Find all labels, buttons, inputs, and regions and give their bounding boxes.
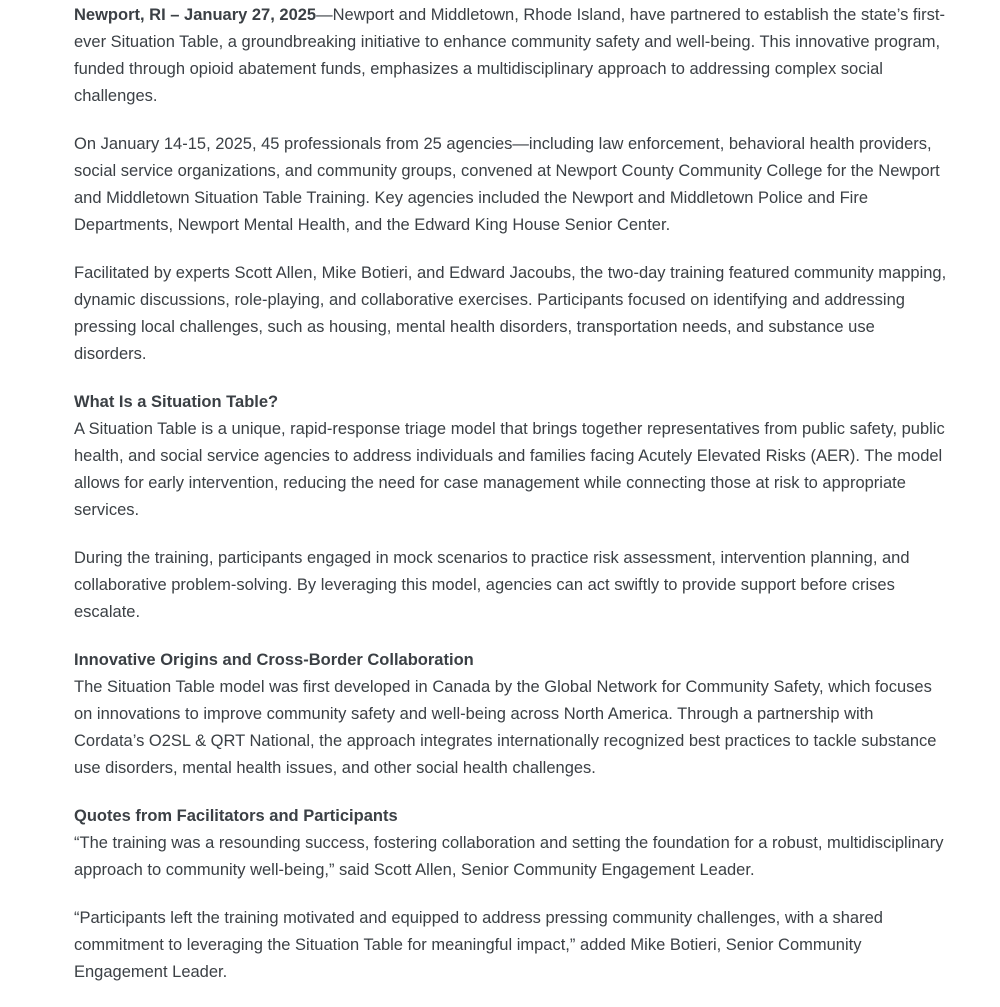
dateline: Newport, RI – January 27, 2025 [74, 6, 317, 24]
paragraph-situation-table-definition: A Situation Table is a unique, rapid-response triage model that brings together representatives from public safety, public health, and social service agencies to address individuals and families facing Acutely Elevated Risks (AER). The model allows for early intervention, reducing the need for case management while connecting those at risk to appropriate services. [74, 420, 945, 519]
paragraph-origins: The Situation Table model was first developed in Canada by the Global Network for Community Safety, which focuses on innovations to improve community safety and well-being across North America. Through a partnership with Cordata’s O2SL & QRT National, the approach integrates internationally recognized best practices to tackle substance use disorders, mental health issues, and other social health challenges. [74, 678, 937, 777]
paragraph-facilitators: Facilitated by experts Scott Allen, Mike Botieri, and Edward Jacoubs, the two-day training featured community mapping, dynamic discussions, role-playing, and collaborative exercises. Participants focused on identifying and addressing pressing local challenges, such as housing, mental health disorders, transportation needs, and substance use disorders. [74, 264, 947, 363]
section-what-is-a-situation-table [74, 389, 948, 524]
press-release-document [74, 2, 948, 1007]
section-quotes [74, 803, 948, 884]
section-heading-quotes: Quotes from Facilitators and Participants [74, 807, 398, 825]
quote-mike-botieri: “Participants left the training motivated and equipped to address pressing community challenges, with a shared commitment to leveraging the Situation Table for meaningful impact,” added Mike Botieri, Senior Community Engagement Leader. [74, 909, 883, 981]
paragraph-mock-scenarios: During the training, participants engaged in mock scenarios to practice risk assessment, intervention planning, and collaborative problem-solving. By leveraging this model, agencies can act swiftly to provide support before crises escalate. [74, 549, 910, 621]
paragraph-training-overview: On January 14-15, 2025, 45 professionals from 25 agencies—including law enforcement, behavioral health providers, social service organizations, and community groups, convened at Newport County Community College for the Newport and Middletown Situation Table Training. Key agencies included the Newport and Middletown Police and Fire Departments, Newport Mental Health, and the Edward King House Senior Center. [74, 135, 940, 234]
section-innovative-origins [74, 647, 948, 782]
section-heading-what-is: What Is a Situation Table? [74, 393, 279, 411]
quote-scott-allen: “The training was a resounding success, fostering collaboration and setting the foundation for a robust, multidisciplinary approach to community well-being,” said Scott Allen, Senior Community Engagement Leader. [74, 834, 944, 879]
lead-paragraph-text: Newport and Middletown, Rhode Island, have partnered to establish the state’s first-ever Situation Table, a groundbreaking initiative to enhance community safety and well-being. This innovative program, funded through opioid abatement funds, emphasizes a multidisciplinary approach to addressing complex social challenges. [74, 6, 945, 105]
em-dash: — [316, 6, 333, 24]
lead-paragraph [74, 2, 948, 110]
section-heading-origins: Innovative Origins and Cross-Border Collaboration [74, 651, 474, 669]
